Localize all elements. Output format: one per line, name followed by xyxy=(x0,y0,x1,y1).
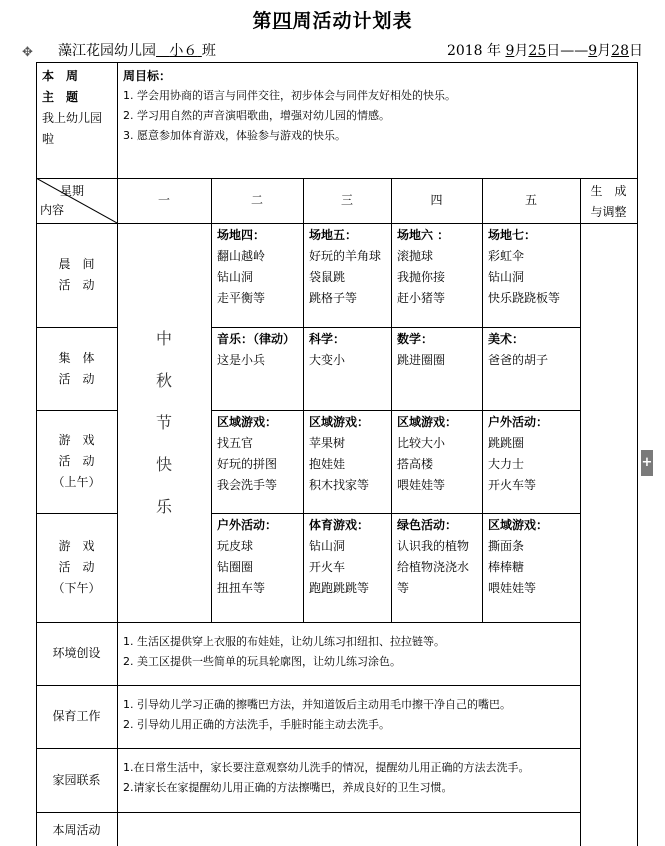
row-label-line: 游 戏 xyxy=(58,539,95,553)
activity-head: 户外活动： xyxy=(217,518,278,532)
date-range: 2018 年 9月25日——9月28日 xyxy=(446,43,643,59)
activity-item: 棒棒糖 xyxy=(488,560,525,574)
activity-item: 认识我的植物 xyxy=(397,539,470,553)
section-content xyxy=(123,758,578,810)
theme-label-line: 主 题 xyxy=(42,90,79,104)
activity-cell xyxy=(217,329,301,408)
activity-item: 快乐跷跷板等 xyxy=(488,291,561,305)
activity-item: 滚抛球 xyxy=(397,249,434,263)
activity-cell xyxy=(488,412,578,511)
activity-item: 我会洗手等 xyxy=(217,478,278,492)
section-label-text: 家园联系 xyxy=(52,772,101,787)
adjust-header xyxy=(580,181,637,223)
activity-item: 撕面条 xyxy=(488,539,525,553)
table-border xyxy=(303,178,304,622)
table-border xyxy=(580,622,581,846)
holiday-char: 快 xyxy=(155,454,172,474)
class-suffix: 班 xyxy=(201,43,216,59)
activity-item: 走平衡等 xyxy=(217,291,266,305)
school-class xyxy=(58,40,216,60)
row-label-line: （下午） xyxy=(52,581,101,595)
activity-cell xyxy=(397,515,480,620)
class-name: 小６ xyxy=(169,43,198,59)
section-label-text: 保育工作 xyxy=(52,709,101,723)
row-label-line: 晨 间 xyxy=(58,257,95,271)
activity-cell xyxy=(217,412,301,511)
row-label-line: 活 动 xyxy=(58,560,95,574)
school-name: 藻江花园幼儿园 xyxy=(58,43,156,59)
row-label-4 xyxy=(36,513,117,622)
activity-head: 体育游戏： xyxy=(309,518,370,532)
table-border xyxy=(211,178,212,622)
activity-item: 好玩的羊角球 xyxy=(309,249,382,263)
activity-cell xyxy=(309,329,389,408)
table-border xyxy=(36,178,638,179)
activity-item: 好玩的拼图 xyxy=(217,457,278,471)
activity-cell xyxy=(309,515,389,620)
activity-item: 找五官 xyxy=(217,436,254,450)
day-header-3: 三 xyxy=(340,193,353,207)
section-content xyxy=(123,632,578,683)
holiday-char: 秋 xyxy=(155,370,172,390)
activity-head: 绿色活动： xyxy=(397,518,458,532)
activity-cell xyxy=(217,515,301,620)
table-border xyxy=(211,410,580,411)
activity-item: 跑跑跳跳等 xyxy=(309,581,370,595)
activity-head: 美术： xyxy=(488,332,525,346)
activity-item: 搭高楼 xyxy=(397,457,434,471)
adjust-header-line: 生 成 xyxy=(590,184,627,198)
activity-head: 音乐：（律动） xyxy=(217,332,296,346)
activity-item: 喂娃娃等 xyxy=(397,478,446,492)
section-line: 1.在日常生活中，家长要注意观察幼儿洗手的情况，提醒幼儿用正确的方法去洗手。 xyxy=(123,761,530,774)
activity-cell xyxy=(309,225,389,325)
section-line: 1. 生活区提供穿上衣服的布娃娃，让幼儿练习扣纽扣、拉拉链等。 xyxy=(123,635,445,648)
theme-value-line: 我上幼儿园 xyxy=(42,111,103,125)
activity-cell xyxy=(397,412,480,511)
holiday-text xyxy=(117,223,211,622)
section-line: 2.请家长在家提醒幼儿用正确的方法擦嘴巴，养成良好的卫生习惯。 xyxy=(123,781,453,794)
activity-cell xyxy=(217,225,301,325)
activity-item: 钻山洞 xyxy=(488,270,525,284)
activity-item: 玩皮球 xyxy=(217,539,254,553)
table-border xyxy=(580,178,581,622)
activity-item: 钻圈圈 xyxy=(217,560,254,574)
activity-item: 爸爸的胡子 xyxy=(488,353,549,367)
week-number: 四 xyxy=(272,10,293,32)
activity-item: 比较大小 xyxy=(397,436,446,450)
activity-head: 科学： xyxy=(309,332,346,346)
goal-item: 3. 愿意参加体育游戏，体验参与游戏的快乐。 xyxy=(123,129,346,142)
activity-item: 积木找家等 xyxy=(309,478,370,492)
activity-item: 喂娃娃等 xyxy=(488,581,537,595)
row-label-line: 集 体 xyxy=(58,350,95,365)
section-label xyxy=(36,685,117,748)
table-border xyxy=(211,513,580,514)
activity-item: 跳进圈圈 xyxy=(397,353,446,367)
adjust-header-line: 与调整 xyxy=(590,205,627,219)
activity-item: 给植物浇浇水 xyxy=(397,560,470,574)
activity-item: 抱娃娃 xyxy=(309,457,346,471)
section-line: 1. 引导幼儿学习正确的擦嘴巴方法，并知道饭后主动用毛巾擦干净自己的嘴巴。 xyxy=(123,698,511,711)
activity-cell xyxy=(488,225,578,325)
row-label-line: （上午） xyxy=(52,475,101,489)
activity-cell xyxy=(309,412,389,511)
row-label-line: 游 戏 xyxy=(58,433,95,447)
section-label xyxy=(36,622,117,685)
day-header-2: 二 xyxy=(250,193,263,207)
activity-item: 袋鼠跳 xyxy=(309,270,346,284)
expand-plus-icon[interactable]: + xyxy=(641,450,653,476)
row-label-2 xyxy=(36,327,117,410)
activity-item: 苹果树 xyxy=(309,436,346,450)
activity-item: 翻山越岭 xyxy=(217,249,266,263)
table-border xyxy=(117,62,118,178)
title-suffix: 周活动计划表 xyxy=(292,10,413,32)
section-line: 2. 美工区提供一些简单的玩具轮廓图，让幼儿练习涂色。 xyxy=(123,655,401,668)
section-label-text: 环境创设 xyxy=(52,646,101,660)
activity-head: 场地五： xyxy=(309,228,358,242)
page-title xyxy=(0,6,665,33)
activity-item: 赶小猪等 xyxy=(397,291,446,305)
activity-head: 区域游戏： xyxy=(488,518,549,532)
weekly-goals xyxy=(123,66,623,171)
activity-head: 场地四： xyxy=(217,228,266,242)
activity-head: 场地七： xyxy=(488,228,537,242)
section-label xyxy=(36,748,117,812)
activity-item: 彩虹伞 xyxy=(488,249,525,263)
activity-head: 数学： xyxy=(397,332,434,346)
corner-diagonal xyxy=(36,178,117,223)
row-label-3 xyxy=(36,410,117,513)
section-label xyxy=(36,812,117,841)
activity-item: 开火车等 xyxy=(488,478,537,492)
table-border-right xyxy=(637,62,638,846)
activity-cell xyxy=(488,329,578,408)
day-header-4: 四 xyxy=(430,193,443,207)
table-border xyxy=(211,327,580,328)
activity-head: 户外活动： xyxy=(488,415,549,429)
activity-item: 等 xyxy=(397,581,410,595)
activity-cell xyxy=(397,329,480,408)
table-border-top xyxy=(36,62,637,63)
move-handle-icon[interactable]: ✥ xyxy=(22,45,33,60)
goal-item: 2. 学习用自然的声音演唱歌曲，增强对幼儿园的情感。 xyxy=(123,109,390,122)
row-label-line: 活 动 xyxy=(58,454,95,468)
title-prefix: 第 xyxy=(252,10,273,32)
theme-label-line: 本 周 xyxy=(42,69,79,83)
activity-item: 大变小 xyxy=(309,353,346,367)
activity-head: 场地六 ： xyxy=(397,228,450,242)
day-header-5: 五 xyxy=(524,193,537,207)
goals-label: 周目标： xyxy=(123,69,172,83)
activity-item: 我抛你接 xyxy=(397,270,446,284)
holiday-char: 乐 xyxy=(155,496,172,516)
activity-head: 区域游戏： xyxy=(397,415,458,429)
section-line: 2. 引导幼儿用正确的方法洗手，手脏时能主动去洗手。 xyxy=(123,718,390,731)
activity-cell xyxy=(397,225,480,325)
activity-item: 大力士 xyxy=(488,457,525,471)
row-label-1 xyxy=(36,223,117,327)
activity-item: 这是小兵 xyxy=(217,353,266,367)
activity-item: 开火车 xyxy=(309,560,346,574)
activity-item: 跳格子等 xyxy=(309,291,358,305)
row-label-line: 活 动 xyxy=(58,371,95,386)
holiday-char: 中 xyxy=(155,328,172,348)
theme-label xyxy=(42,66,112,171)
activity-item: 扭扭车等 xyxy=(217,581,266,595)
table-border xyxy=(391,178,392,622)
table-border xyxy=(482,178,483,622)
activity-head: 区域游戏： xyxy=(309,415,370,429)
activity-cell xyxy=(488,515,578,620)
goal-item: 1. 学会用协商的语言与同伴交往，初步体会与同伴友好相处的快乐。 xyxy=(123,89,456,102)
day-header-1: 一 xyxy=(157,193,170,207)
corner-top-label: 星期 xyxy=(60,184,85,198)
theme-value-line: 啦 xyxy=(42,132,55,146)
holiday-char: 节 xyxy=(155,412,172,432)
activity-head: 区域游戏： xyxy=(217,415,278,429)
section-label-text: 本周活动 xyxy=(52,823,101,837)
activity-item: 钻山洞 xyxy=(217,270,254,284)
activity-item: 跳跳圈 xyxy=(488,436,525,450)
row-label-line: 活 动 xyxy=(58,278,95,292)
table-border xyxy=(117,622,118,846)
corner-bottom-label: 内容 xyxy=(40,203,65,217)
section-content xyxy=(123,695,578,746)
activity-item: 钻山洞 xyxy=(309,539,346,553)
